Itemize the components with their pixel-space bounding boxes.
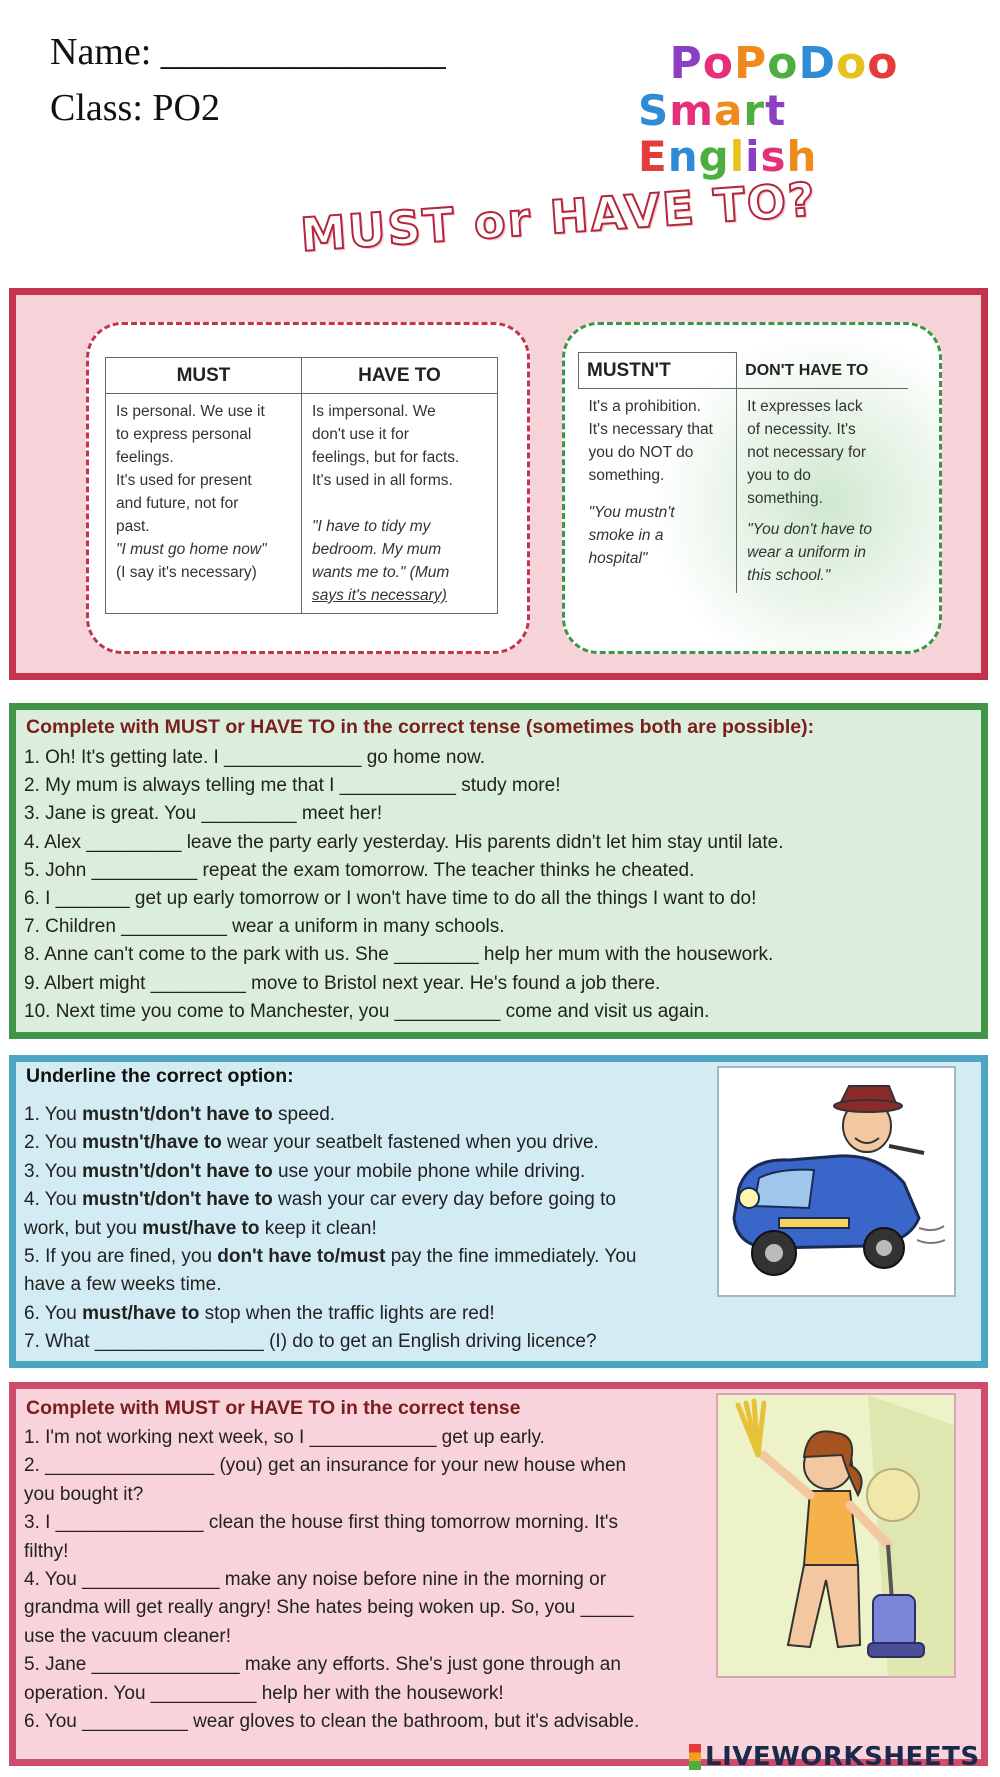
- list-item[interactable]: 2. ________________ (you) get an insurance for your new house when: [24, 1455, 627, 1477]
- must-description: Is personal. We use it to express personal feelings. It's used for present and future, not for past. "I must go home now" (I say it's necessary): [106, 394, 302, 614]
- list-item[interactable]: 7. What ________________ (I) do to get an English driving licence?: [24, 1331, 597, 1353]
- exercise-3-items: [24, 1424, 724, 1736]
- list-item[interactable]: 5. John __________ repeat the exam tomorrow. The teacher thinks he cheated.: [24, 859, 695, 881]
- list-item[interactable]: grandma will get really angry! She hates being woken up. So, you _____: [24, 1597, 634, 1619]
- woman-vacuuming-illustration: [718, 1395, 954, 1676]
- list-item[interactable]: 6. I _______ get up early tomorrow or I won't have time to do all the things I want to do!: [24, 888, 757, 910]
- list-item[interactable]: 2. My mum is always telling me that I ___________ study more!: [24, 775, 561, 797]
- dont-have-to-header: DON'T HAVE TO: [737, 353, 908, 389]
- exercise-1-items: [24, 744, 783, 1026]
- liveworksheets-logo: [689, 1742, 980, 1772]
- woman-vacuuming-picture: [716, 1393, 956, 1678]
- liveworksheets-mark-icon: [689, 1744, 701, 1770]
- name-field: Name: _______________: [50, 31, 446, 73]
- list-item[interactable]: use the vacuum cleaner!: [24, 1625, 232, 1647]
- dont-have-to-description: It expresses lack of necessity. It's not necessary for you to do something. "You don't have to wear a uniform in this school.": [737, 389, 908, 594]
- list-item[interactable]: 9. Albert might _________ move to Bristol next year. He's found a job there.: [24, 972, 661, 994]
- driver-car-picture: [717, 1066, 956, 1297]
- list-item[interactable]: 7. Children __________ wear a uniform in many schools.: [24, 916, 505, 938]
- list-item[interactable]: filthy!: [24, 1540, 69, 1562]
- list-item[interactable]: 4. Alex _________ leave the party early yesterday. His parents didn't let him stay until late.: [24, 831, 784, 853]
- list-item[interactable]: 5. If you are fined, you don't have to/must pay the fine immediately. You: [24, 1246, 637, 1268]
- list-item[interactable]: 3. I ______________ clean the house first thing tomorrow morning. It's: [24, 1512, 619, 1534]
- list-item[interactable]: 8. Anne can't come to the park with us. She ________ help her mum with the housework.: [24, 944, 774, 966]
- list-item[interactable]: 1. You mustn't/don't have to speed.: [24, 1104, 336, 1125]
- exercise-3-heading: Complete with MUST or HAVE TO in the correct tense: [26, 1397, 521, 1419]
- page-title: MUST or HAVE TO?: [298, 172, 819, 262]
- list-item[interactable]: 4. You _____________ make any noise before nine in the morning or: [24, 1569, 607, 1591]
- list-item[interactable]: 10. Next time you come to Manchester, you __________ come and visit us again.: [24, 1000, 710, 1022]
- mustnt-dont-have-to-table: [578, 352, 908, 593]
- exercise-1-heading: Complete with MUST or HAVE TO in the correct tense (sometimes both are possible):: [26, 716, 815, 738]
- class-label: Class: PO2: [50, 87, 220, 129]
- list-item[interactable]: 6. You __________ wear gloves to clean the bathroom, but it's advisable.: [24, 1711, 640, 1733]
- must-have-to-table: [105, 357, 498, 614]
- list-item[interactable]: work, but you must/have to keep it clean!: [24, 1217, 377, 1239]
- mustnt-description: It's a prohibition. It's necessary that you do NOT do something. "You mustn't smoke in a hospital": [579, 389, 737, 594]
- car-illustration: [719, 1068, 954, 1295]
- list-item[interactable]: you bought it?: [24, 1483, 144, 1505]
- exercise-2-items: [24, 1101, 714, 1357]
- list-item[interactable]: 1. I'm not working next week, so I ____________ get up early.: [24, 1427, 545, 1448]
- popodoo-logo: PoPoDoo Smart English: [638, 38, 899, 181]
- list-item[interactable]: 5. Jane ______________ make any efforts. She's just gone through an: [24, 1654, 621, 1676]
- mustnt-header: MUSTN'T: [579, 353, 737, 389]
- list-item[interactable]: 6. You must/have to stop when the traffic lights are red!: [24, 1302, 495, 1324]
- list-item[interactable]: 1. Oh! It's getting late. I _____________ go home now.: [24, 747, 486, 768]
- list-item[interactable]: 3. You mustn't/don't have to use your mobile phone while driving.: [24, 1160, 586, 1182]
- list-item[interactable]: 2. You mustn't/have to wear your seatbelt fastened when you drive.: [24, 1132, 599, 1154]
- have-to-header: HAVE TO: [302, 358, 498, 394]
- exercise-2-heading: Underline the correct option:: [26, 1065, 294, 1087]
- list-item[interactable]: 4. You mustn't/don't have to wash your car every day before going to: [24, 1189, 616, 1211]
- list-item[interactable]: operation. You __________ help her with the housework!: [24, 1682, 504, 1704]
- list-item[interactable]: 3. Jane is great. You _________ meet her!: [24, 803, 383, 825]
- must-header: MUST: [106, 358, 302, 394]
- liveworksheets-brand: LIVEWORKSHEETS: [705, 1742, 980, 1772]
- list-item[interactable]: have a few weeks time.: [24, 1274, 222, 1296]
- have-to-description: Is impersonal. We don't use it for feelings, but for facts. It's used in all forms. "I have to tidy my bedroom. My mum wants me to." (Mum says it's necessary): [302, 394, 498, 614]
